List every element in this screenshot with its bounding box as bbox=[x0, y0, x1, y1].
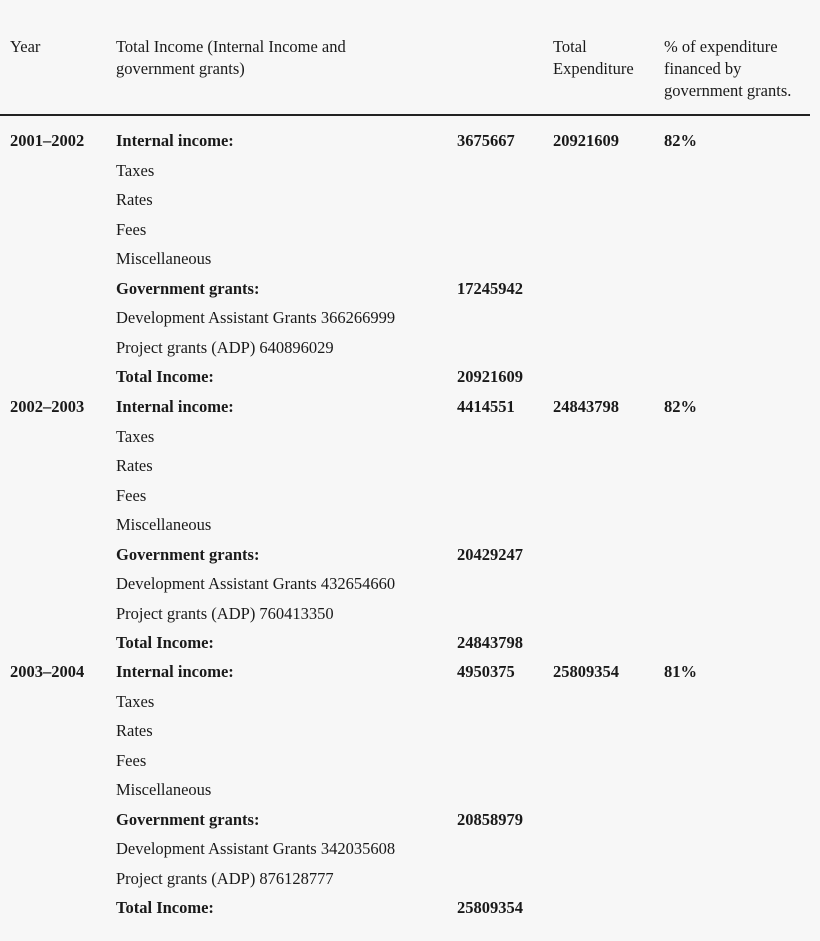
table-row bbox=[0, 691, 820, 721]
project-grants: Project grants (ADP) 640896029 bbox=[116, 337, 334, 357]
total-expenditure: 24843798 bbox=[553, 397, 619, 416]
table-row bbox=[0, 248, 820, 278]
table-row bbox=[0, 426, 820, 456]
table-row bbox=[0, 720, 820, 750]
table-row bbox=[0, 603, 820, 633]
government-grants-amount: 20429247 bbox=[457, 544, 523, 564]
total-income-amount: 24843798 bbox=[457, 633, 523, 652]
government-grants-amount: 17245942 bbox=[457, 278, 523, 298]
year-cell: 2003–2004 bbox=[10, 662, 85, 681]
year-cell: 2002–2003 bbox=[10, 397, 85, 416]
fees-label: Fees bbox=[116, 485, 147, 505]
table-row bbox=[0, 838, 820, 868]
fees-label: Fees bbox=[116, 219, 147, 239]
header-pct-financed: % of expenditure financed by government grants. bbox=[664, 37, 792, 100]
development-grants: Development Assistant Grants 342035608 bbox=[116, 839, 396, 858]
header-total-income: Total Income (Internal Income and government grants) bbox=[116, 37, 346, 78]
internal-income-label: Internal income: bbox=[116, 397, 234, 416]
table-row bbox=[0, 809, 820, 839]
table-row bbox=[0, 307, 820, 337]
year-cell: 2001–2002 bbox=[10, 131, 85, 150]
taxes-label: Taxes bbox=[116, 426, 155, 446]
table-row bbox=[0, 455, 820, 485]
table-row bbox=[0, 661, 820, 691]
internal-income-label: Internal income: bbox=[116, 662, 234, 681]
misc-label: Miscellaneous bbox=[116, 249, 212, 268]
table-row bbox=[0, 573, 820, 603]
government-grants-label: Government grants: bbox=[116, 278, 260, 298]
rates-label: Rates bbox=[116, 456, 153, 475]
rates-label: Rates bbox=[116, 721, 153, 740]
total-expenditure: 20921609 bbox=[553, 131, 619, 150]
table-row bbox=[0, 130, 820, 160]
misc-label: Miscellaneous bbox=[116, 780, 212, 799]
header-year: Year bbox=[10, 37, 41, 56]
government-grants-label: Government grants: bbox=[116, 544, 260, 564]
pct-financed: 82% bbox=[664, 131, 697, 150]
project-grants: Project grants (ADP) 760413350 bbox=[116, 603, 334, 623]
total-income-amount: 20921609 bbox=[457, 367, 523, 386]
development-grants: Development Assistant Grants 366266999 bbox=[116, 308, 396, 327]
table-row bbox=[0, 632, 820, 662]
total-income-label: Total Income: bbox=[116, 633, 214, 652]
table-row bbox=[0, 750, 820, 780]
pct-financed: 81% bbox=[664, 662, 697, 681]
total-income-amount: 25809354 bbox=[457, 898, 523, 917]
table-row bbox=[0, 544, 820, 574]
internal-income-amount: 4414551 bbox=[457, 397, 515, 416]
project-grants: Project grants (ADP) 876128777 bbox=[116, 868, 334, 888]
total-income-label: Total Income: bbox=[116, 367, 214, 386]
internal-income-label: Internal income: bbox=[116, 131, 234, 150]
table-row bbox=[0, 366, 820, 396]
taxes-label: Taxes bbox=[116, 160, 155, 180]
table-row bbox=[0, 337, 820, 367]
table-row bbox=[0, 779, 820, 809]
government-grants-amount: 20858979 bbox=[457, 809, 523, 829]
table-row bbox=[0, 514, 820, 544]
internal-income-amount: 4950375 bbox=[457, 662, 515, 681]
table-row bbox=[0, 485, 820, 515]
table-row bbox=[0, 278, 820, 308]
table-row bbox=[0, 396, 820, 426]
table-row bbox=[0, 160, 820, 190]
table-row bbox=[0, 868, 820, 898]
government-grants-label: Government grants: bbox=[116, 809, 260, 829]
total-expenditure: 25809354 bbox=[553, 662, 619, 681]
development-grants: Development Assistant Grants 432654660 bbox=[116, 574, 396, 593]
pct-financed: 82% bbox=[664, 397, 697, 416]
total-income-label: Total Income: bbox=[116, 898, 214, 917]
internal-income-amount: 3675667 bbox=[457, 131, 515, 150]
header-total-expenditure: Total Expenditure bbox=[553, 37, 634, 78]
fees-label: Fees bbox=[116, 750, 147, 770]
table-row bbox=[0, 219, 820, 249]
taxes-label: Taxes bbox=[116, 691, 155, 711]
misc-label: Miscellaneous bbox=[116, 515, 212, 534]
rates-label: Rates bbox=[116, 190, 153, 209]
table-row bbox=[0, 189, 820, 219]
header-rule bbox=[0, 114, 810, 116]
table-row bbox=[0, 897, 820, 927]
